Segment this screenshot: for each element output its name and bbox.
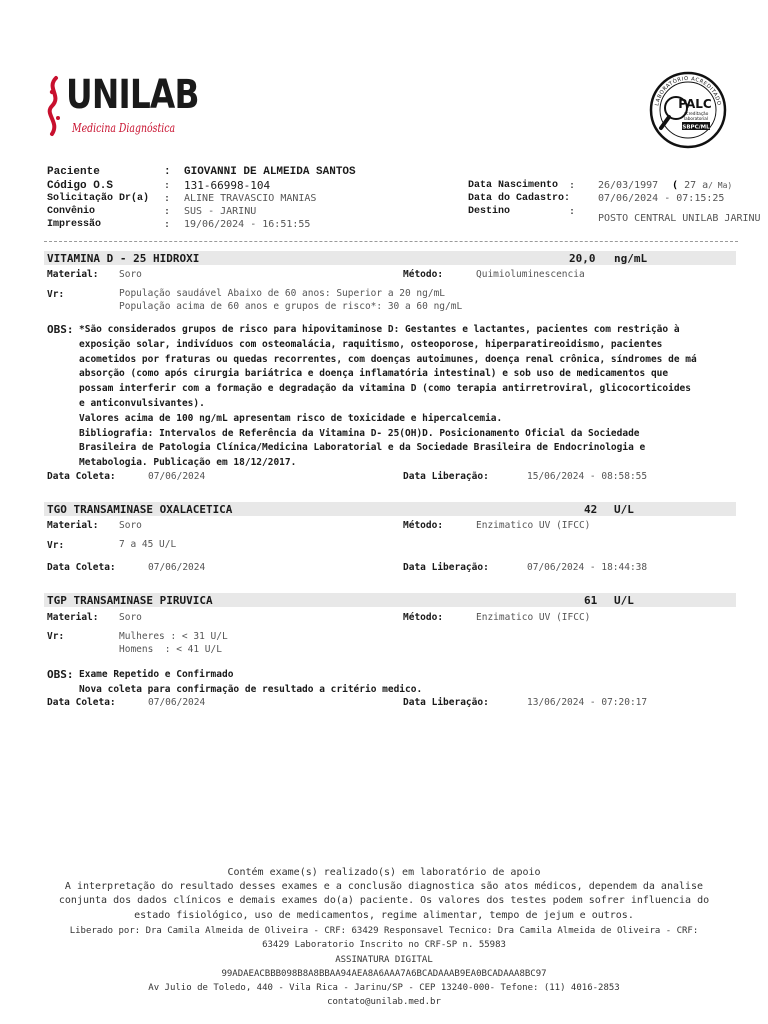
liberacao-label: Data Liberação:	[403, 562, 489, 573]
material-value: Soro	[119, 520, 142, 531]
obs-line: acometidos por fraturas ou quedas recorrentes, com doenças autoimunes, doença renal crônica, síndromes de má	[79, 353, 697, 365]
impressao-label: Impressão	[47, 219, 102, 230]
nascimento-label: Data Nascimento	[468, 180, 559, 191]
coleta-value: 07/06/2024	[148, 471, 206, 482]
footer-liberado-2: 63429 Laboratorio Inscrito no CRF-SP n. 55983	[262, 940, 506, 950]
obs-line: Brasileira de Patologia Clínica/Medicina Laboratorial e da Sociedade Brasileira de Endocrinologia e	[79, 442, 646, 454]
exam-name: TGO TRANSAMINASE OXALACETICA	[47, 503, 233, 516]
footer-disclaimer-1: A interpretação do resultado desses exames e a conclusão diagnostica são atos médicos, dependem da analise	[64, 881, 704, 892]
obs-line: Bibliografia: Intervalos de Referência da Vitamina D- 25(OH)D. Posicionamento Oficial da Sociedade	[79, 427, 640, 439]
palc-seal-icon	[648, 70, 728, 150]
age-suffix: / Ma)	[708, 181, 733, 190]
palc-seal	[648, 70, 728, 150]
exam-unit: U/L	[614, 594, 634, 607]
impressao-sep: :	[164, 219, 171, 230]
obs-line: *São considerados grupos de risco para hipovitaminose D: Gestantes e lactantes, pacientes com restrição à	[79, 324, 680, 335]
cadastro-label: Data do Cadastro:	[468, 193, 571, 204]
exam-name: VITAMINA D - 25 HIDROXI	[47, 252, 200, 265]
metodo-value: Quimioluminescencia	[476, 269, 585, 280]
liberacao-label: Data Liberação:	[403, 697, 489, 708]
obs-line: absorção (como após cirurgia bariátrica e doença inflamatória intestinal) e sob uso de medicamentos que	[79, 368, 669, 380]
codigo-label: Código O.S	[47, 180, 114, 192]
age-value: 27 a	[684, 180, 709, 191]
svg-text:PALC: PALC	[678, 97, 712, 111]
coleta-label: Data Coleta:	[47, 562, 116, 573]
vr-label: Vr:	[47, 540, 65, 551]
convenio-value: SUS - JARINU	[184, 206, 257, 217]
destino-sep: :	[569, 206, 576, 217]
header-divider	[44, 241, 738, 242]
nascimento-value: 26/03/1997	[598, 180, 659, 191]
destino-value: POSTO CENTRAL UNILAB JARINU	[598, 213, 761, 224]
material-label: Material:	[47, 269, 99, 280]
svg-text:acreditação: acreditação	[683, 111, 709, 116]
obs-label: OBS:	[47, 668, 74, 681]
obs-line: Nova coleta para confirmação de resultado a critério medico.	[79, 683, 423, 695]
liberacao-value: 07/06/2024 - 18:44:38	[527, 562, 648, 573]
obs-line: e anticonvulsivantes).	[79, 397, 205, 409]
metodo-value: Enzimatico UV (IFCC)	[476, 520, 591, 531]
solicitacao-sep: :	[164, 193, 171, 204]
vr-line: População saudável Abaixo de 60 anos: Superior a 20 ng/mL	[119, 288, 446, 299]
footer-email: contato@unilab.med.br	[327, 997, 441, 1007]
coleta-label: Data Coleta:	[47, 697, 116, 708]
logo-mark-icon	[44, 74, 66, 140]
codigo-value: 131-66998-104	[184, 179, 271, 192]
obs-line: Exame Repetido e Confirmado	[79, 669, 234, 680]
nascimento-age: ( 27 a/ Ma)	[672, 180, 733, 191]
liberacao-label: Data Liberação:	[403, 471, 489, 482]
paciente-sep: :	[164, 166, 171, 178]
cadastro-value: 07/06/2024 - 07:15:25	[598, 193, 725, 204]
obs-line: Metabologia. Publicação em 18/12/2017.	[79, 457, 297, 469]
exam-result: 20,0	[569, 252, 596, 265]
logo-subtitle: Medicina Diagnóstica	[72, 121, 176, 135]
svg-text:SBPC/ML: SBPC/ML	[682, 124, 710, 131]
coleta-value: 07/06/2024	[148, 562, 206, 573]
solicitacao-label: Solicitação Dr(a)	[47, 193, 150, 204]
coleta-value: 07/06/2024	[148, 697, 206, 708]
footer-address: Av Julio de Toledo, 440 - Vila Rica - Jarinu/SP - CEP 13240-000- Tefone: (11) 4016-2853	[148, 983, 620, 993]
convenio-sep: :	[164, 206, 171, 217]
svg-text:LABORATÓRIO ACREDITADO: LABORATÓRIO ACREDITADO	[654, 75, 722, 107]
logo-text: UNILAB	[66, 72, 199, 118]
metodo-value: Enzimatico UV (IFCC)	[476, 612, 591, 623]
paciente-label: Paciente	[47, 166, 100, 178]
liberacao-value: 15/06/2024 - 08:58:55	[527, 471, 648, 482]
vr-line: 7 a 45 U/L	[119, 539, 177, 550]
obs-label: OBS:	[47, 323, 74, 336]
svg-text:laboratorial: laboratorial	[683, 116, 709, 121]
obs-line: exposição solar, indivíduos com osteomalácia, raquitismo, osteoporose, hiperparatireoidismo, pacientes	[79, 338, 663, 350]
material-label: Material:	[47, 520, 99, 531]
obs-line: Valores acima de 100 ng/mL apresentam risco de toxicidade e hipercalcemia.	[79, 412, 503, 424]
exam-name: TGP TRANSAMINASE PIRUVICA	[47, 594, 213, 607]
liberacao-value: 13/06/2024 - 07:20:17	[527, 697, 648, 708]
footer-apoio: Contém exame(s) realizado(s) em laboratório de apoio	[227, 867, 541, 878]
obs-text	[79, 668, 422, 698]
impressao-value: 19/06/2024 - 16:51:55	[184, 219, 311, 230]
obs-line: possam interferir com a formação e degradação da vitamina D (como terapia antirretroviral, glicocorticoides	[79, 383, 691, 395]
coleta-label: Data Coleta:	[47, 471, 116, 482]
metodo-label: Método:	[403, 269, 444, 280]
vr-label: Vr:	[47, 631, 65, 642]
material-label: Material:	[47, 612, 99, 623]
footer-signature-hash: 99ADAEACBBB098B8A8BBAA94AEA8A6AAA7A6BCADAAAB9EA0BCADAAA8BC97	[221, 969, 547, 979]
footer-liberado-1: Liberado por: Dra Camila Almeida de Oliveira - CRF: 63429 Responsavel Tecnico: Dra Camila Almeida de Oliveira - CRF:	[69, 926, 699, 936]
unilab-logo	[44, 72, 199, 140]
metodo-label: Método:	[403, 520, 444, 531]
nascimento-sep: :	[569, 180, 576, 191]
exam-result: 61	[584, 594, 598, 607]
paciente-value: GIOVANNI DE ALMEIDA SANTOS	[184, 166, 356, 178]
vr-line: Homens : < 41 U/L	[119, 644, 222, 655]
exam-result: 42	[584, 503, 598, 516]
obs-text	[79, 323, 768, 471]
footer-disclaimer-3: estado fisiológico, uso de medicamentos, regime alimentar, tempo de jejum e outros.	[134, 910, 634, 921]
exam-unit: ng/mL	[614, 252, 648, 265]
solicitacao-value: ALINE TRAVASCIO MANIAS	[184, 193, 317, 204]
metodo-label: Método:	[403, 612, 444, 623]
vr-line: Mulheres : < 31 U/L	[119, 631, 228, 642]
footer-signature-label: ASSINATURA DIGITAL	[335, 955, 433, 965]
footer-disclaimer-2: conjunta dos dados clínicos e demais exames do(a) paciente. Os valores dos testes podem sofrer influencia do	[58, 895, 710, 906]
vr-label: Vr:	[47, 289, 65, 300]
codigo-sep: :	[164, 180, 171, 191]
material-value: Soro	[119, 269, 142, 280]
material-value: Soro	[119, 612, 142, 623]
exam-unit: U/L	[614, 503, 634, 516]
destino-label: Destino	[468, 206, 511, 217]
vr-line: População acima de 60 anos e grupos de risco*: 30 a 60 ng/mL	[119, 301, 463, 312]
convenio-label: Convênio	[47, 206, 96, 217]
